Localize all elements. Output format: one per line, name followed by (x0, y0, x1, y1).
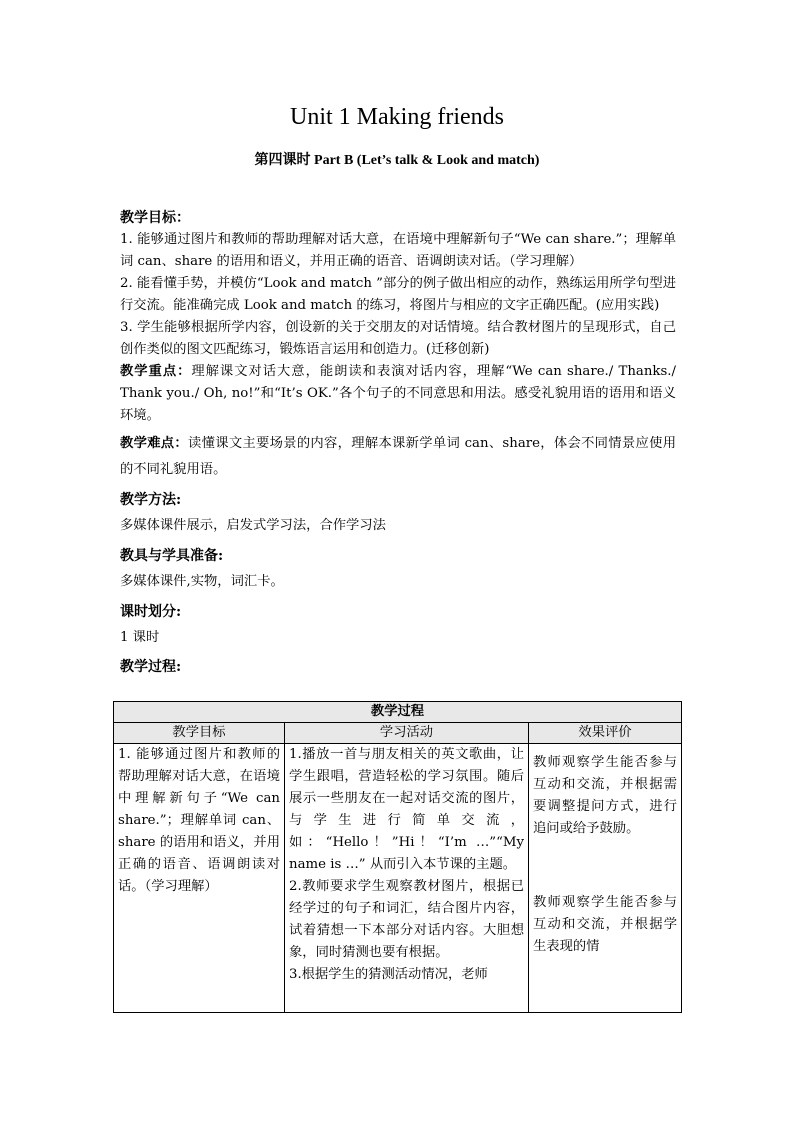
goal-cell (114, 744, 285, 1013)
periods-heading: 课时划分: (120, 604, 182, 620)
evaluation-cell (529, 744, 682, 1013)
difficulties-label: 教学难点： (120, 436, 189, 451)
spacer (533, 840, 677, 892)
objectives-heading: 教学目标： (120, 210, 190, 226)
key-points-label: 教学重点： (120, 364, 192, 379)
objective-item: 1. 能够通过图片和教师的帮助理解对话大意，在语境中理解新句子“We can share.”；理解单词 can、share 的语用和语义，并用正确的语音、语调朗读对话。（学习理解） (120, 232, 676, 269)
lesson-content (120, 207, 676, 679)
activity-item: 2.教师要求学生观察教材图片，根据已经学过的句子和词汇，结合图片内容，试着猜想一下本部分对话内容。大胆想象，同时猜测也要有根据。 (289, 879, 524, 960)
activity-item: 3.根据学生的猜测活动情况，老师 (289, 967, 488, 982)
process-table (113, 701, 682, 1013)
materials-heading: 教具与学具准备: (120, 548, 224, 564)
key-points-text: 理解课文对话大意，能朗读和表演对话内容，理解“We can share./ Thanks./ Thank you./ Oh, no!”和“It’s OK.”各个句子的不同意思和用法。感受礼貌用语的语用和语义环境。 (120, 364, 676, 423)
process-heading: 教学过程: (120, 659, 182, 675)
periods-text: 1 课时 (120, 630, 160, 645)
materials-text: 多媒体课件,实物，词汇卡。 (120, 574, 284, 589)
methods-heading: 教学方法: (120, 492, 182, 508)
goal-text: 1. 能够通过图片和教师的帮助理解对话大意，在语境中理解新句子“We can share.”；理解单词 can、share 的语用和语义，并用正确的语音、语调朗读对话。（学习理解） (118, 747, 280, 894)
difficulties (120, 431, 676, 483)
activity-item: 1.播放一首与朋友相关的英文歌曲，让学生跟唱，营造轻松的学习氛围。随后展示一些朋友在一起对话交流的图片，与学生进行简单交流，如：“Hello！”Hi！“I’m …”“My name is …” 从而引入本节课的主题。 (289, 747, 524, 872)
process-table-title: 教学过程 (114, 702, 682, 723)
key-points (120, 361, 676, 427)
page-subtitle: 第四课时 Part B (Let’s talk & Look and match) (254, 153, 540, 168)
difficulties-text: 读懂课文主要场景的内容，理解本课新学单词 can、share，体会不同情景应使用的不同礼貌用语。 (120, 436, 676, 477)
table-row (114, 744, 682, 1013)
methods-text: 多媒体课件展示，启发式学习法，合作学习法 (120, 518, 386, 533)
activity-cell (285, 744, 529, 1013)
evaluation-item: 教师观察学生能否参与互动和交流，并根据需要调整提问方式，进行追问或给予鼓励。 (533, 755, 678, 836)
objective-item: 3. 学生能够根据所学内容，创设新的关于交朋友的对话情境。结合教材图片的呈现形式，自己创作类似的图文匹配练习，锻炼语言运用和创造力。(迁移创新) (120, 320, 676, 357)
evaluation-item: 教师观察学生能否参与互动和交流，并根据学生表现的情 (533, 895, 678, 954)
objective-item: 2. 能看懂手势，并模仿“Look and match ”部分的例子做出相应的动作，熟练运用所学句型进行交流。能准确完成 Look and match 的练习，将图片与相应的文字正确匹配。(应用实践) (120, 276, 676, 313)
column-header-goal: 教学目标 (114, 723, 285, 744)
column-header-evaluation: 效果评价 (529, 723, 682, 744)
column-header-activity: 学习活动 (285, 723, 529, 744)
page-title: Unit 1 Making friends (290, 104, 504, 130)
